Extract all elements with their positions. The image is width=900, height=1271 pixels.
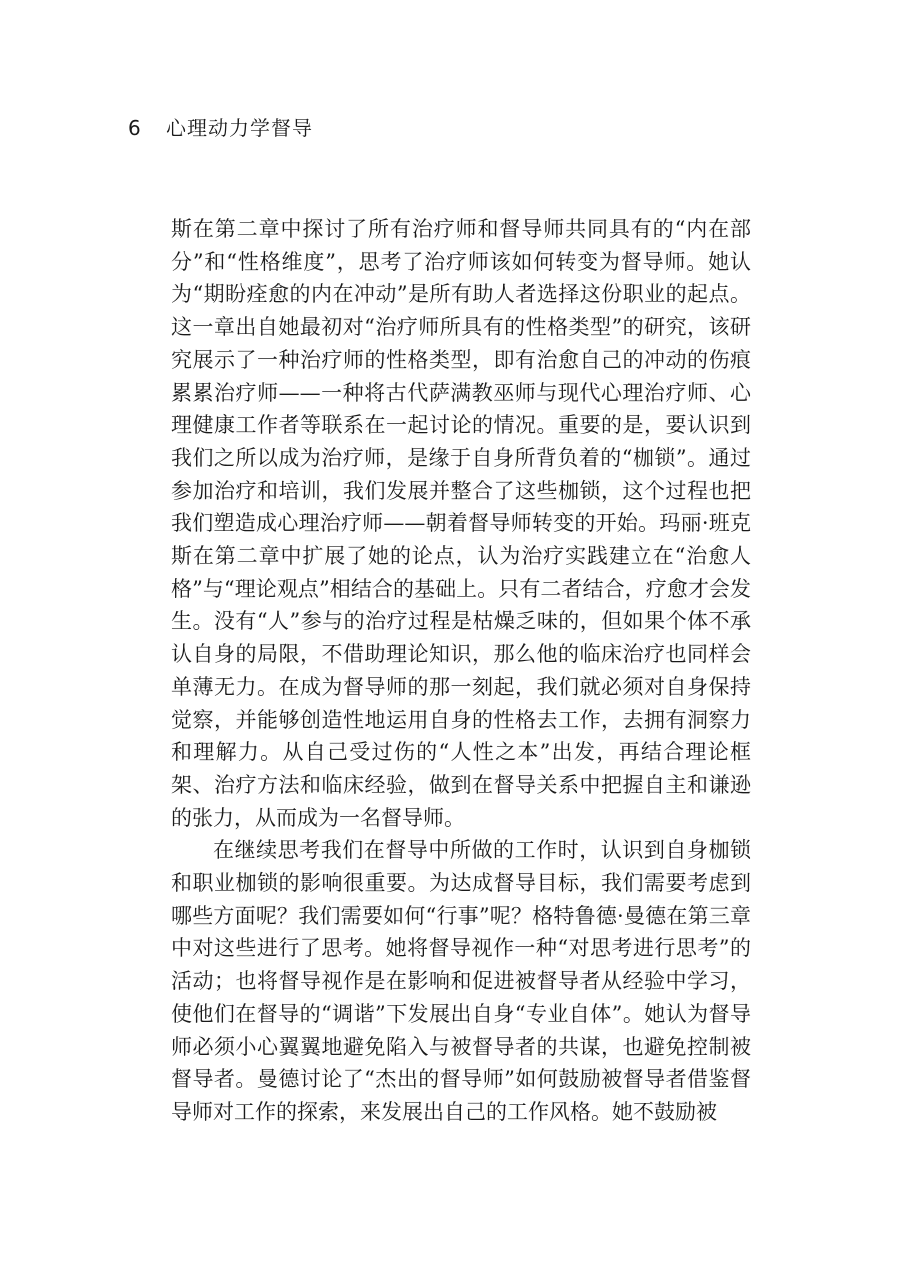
page-number: 6 [128, 116, 141, 140]
paragraph-continued: 斯在第二章中探讨了所有治疗师和督导师共同具有的“内在部分”和“性格维度”，思考了治疗师该如何转变为督导师。她认为“期盼痊愈的内在冲动”是所有助人者选择这份职业的起点。这一章出自她最初对“治疗师所具有的性格类型”的研究，该研究展示了一种治疗师的性格类型，即有治愈自己的冲动的伤痕累累治疗师——一种将古代萨满教巫师与现代心理治疗师、心理健康工作者等联系在一起讨论的情况。重要的是，要认识到我们之所以成为治疗师，是缘于自身所背负着的“枷锁”。通过参加治疗和培训，我们发展并整合了这些枷锁，这个过程也把我们塑造成心理治疗师——朝着督导师转变的开始。玛丽·班克斯在第二章中扩展了她的论点，认为治疗实践建立在“治愈人格”与“理论观点”相结合的基础上。只有二者结合，疗愈才会发生。没有“人”参与的治疗过程是枯燥乏味的，但如果个体不承认自身的局限，不借助理论知识，那么他的临床治疗也同样会单薄无力。在成为督导师的那一刻起，我们就必须对自身保持觉察，并能够创造性地运用自身的性格去工作，去拥有洞察力和理解力。从自己受过伤的“人性之本”出发，再结合理论框架、治疗方法和临床经验，做到在督导关系中把握自主和谦逊的张力，从而成为一名督导师。 [171, 217, 751, 830]
running-head [128, 114, 313, 142]
body-text [171, 213, 751, 1129]
paragraph: 在继续思考我们在督导中所做的工作时，认识到自身枷锁和职业枷锁的影响很重要。为达成督导目标，我们需要考虑到哪些方面呢？我们需要如何“行事”呢？格特鲁德·曼德在第三章中对这些进行了思考。她将督导视作一种“对思考进行思考”的活动；也将督导视作是在影响和促进被督导者从经验中学习，使他们在督导的“调谐”下发展出自身“专业自体”。她认为督导师必须小心翼翼地避免陷入与被督导者的共谋，也避免控制被督导者。曼德讨论了“杰出的督导师”如何鼓励被督导者借鉴督导师对工作的探索，来发展出自己的工作风格。她不鼓励被 [171, 838, 751, 1124]
book-title: 心理动力学督导 [166, 116, 313, 140]
